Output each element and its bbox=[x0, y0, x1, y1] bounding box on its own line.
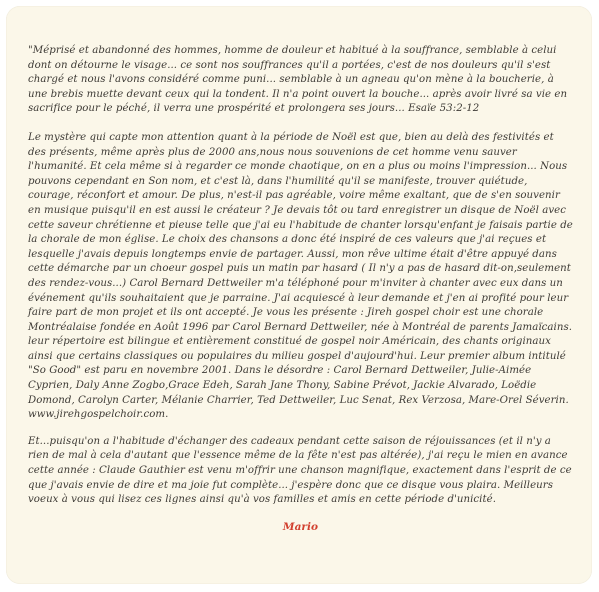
scripture-quote-paragraph: "Méprisé et abandonné des hommes, homme de douleur et habitué à la souffrance, semblable à celui dont on détourne le visage... ce sont nos souffrances qu'il a portées, c'est de nos douleurs qu'il s'est chargé et nous l'avons considéré comme puni... semblable à un agneau qu'on mène à la boucherie, à une brebis muette devant ceux qui la tondent. Il n'a point ouvert la bouche... après avoir livré sa vie en sacrifice pour le péché, il verra une prospérité et prolongera ses jours... Esaïe 53:2-12 bbox=[28, 45, 568, 115]
gifts-closing-paragraph: Et...puisqu'on a l'habitude d'échanger des cadeaux pendant cette saison de réjouissances (et il n'y a rien de mal à cela d'autant que l'essence même de la fête n'est pas altérée), j'ai reçu le mien en avance cette année : Claude Gauthier est venu m'offrir une chanson magnifique, exactement dans l'esprit de ce que j'avais envie de dire et ma joie fut complète... j'espère donc que ce disque vous plaira. Meilleurs voeux à vous qui lisez ces lignes ainsi qu'à vos familles et amis en cette période d'unicité. bbox=[28, 435, 572, 506]
christmas-mystery-paragraph: Le mystère qui capte mon attention quant à la période de Noël est que, bien au delà des festivités et des présents, même après plus de 2000 ans,nous nous souvenions de cet homme venu sauver l'humanité. Et cela même si à regarder ce monde chaotique, on en a plus ou moins l'impression... Nous pouvons cependant en Son nom, et c'est là, dans l'humilité qu'il se manifeste, trouver quiétude, courage, réconfort et amour. De plus, n'est-il pas agréable, voire même exaltant, que de s'en souvenir en musique puisqu'il en est aussi le créateur ? Je devais tôt ou tard enregistrer un disque de Noël avec cette saveur chrétienne et pieuse telle que j'ai eu l'habitude de chanter lorsqu'enfant je faisais partie de la chorale de mon église. Le choix des chansons a donc été inspiré de ces valeurs que j'ai reçues et lesquelle j'avais depuis longtemps envie de partager. Aussi, mon rêve ultime était d'être appuyé dans cette démarche par un choeur gospel puis un matin par hasard ( Il n'y a pas de hasard dit-on,seulement des rendez-vous...) Carol Bernard Dettweiler m'a téléphoné pour m'inviter à chanter avec eux dans un événement qu'ils souhaitaient que je parraine. J'ai acquiescé à leur demande et j'en ai profité pour leur faire part de mon projet et ils ont accepté. Je vous les présente : Jireh gospel choir est une chorale Montréalaise fondée en Août 1996 par Carol Bernard Dettweiler, née à Montréal de parents Jamaïcains. leur répertoire est bilingue et entièrement constitué de gospel noir Américain, des chants originaux ainsi que certains classiques ou populaires du milieu gospel d'aujourd'hui. Leur premier album intitulé "So Good" est paru en novembre 2001. Dans le désordre : Carol Bernard Dettweiler, Julie-Aimée Cyprien, Daly Anne Zogbo,Grace Edeh, Sarah Jane Thony, Sabine Prévot, Jackie Alvarado, Loëdie Domond, Carolyn Carter, Mélanie Charrier, Ted Dettweiler, Luc Senat, Rex Verzosa, Mare-Orel Séverin. www.jirehgospelchoir.com. bbox=[28, 131, 573, 421]
liner-notes-text bbox=[28, 44, 573, 534]
author-signature: Mario bbox=[282, 520, 319, 533]
booklet-page bbox=[6, 6, 592, 584]
